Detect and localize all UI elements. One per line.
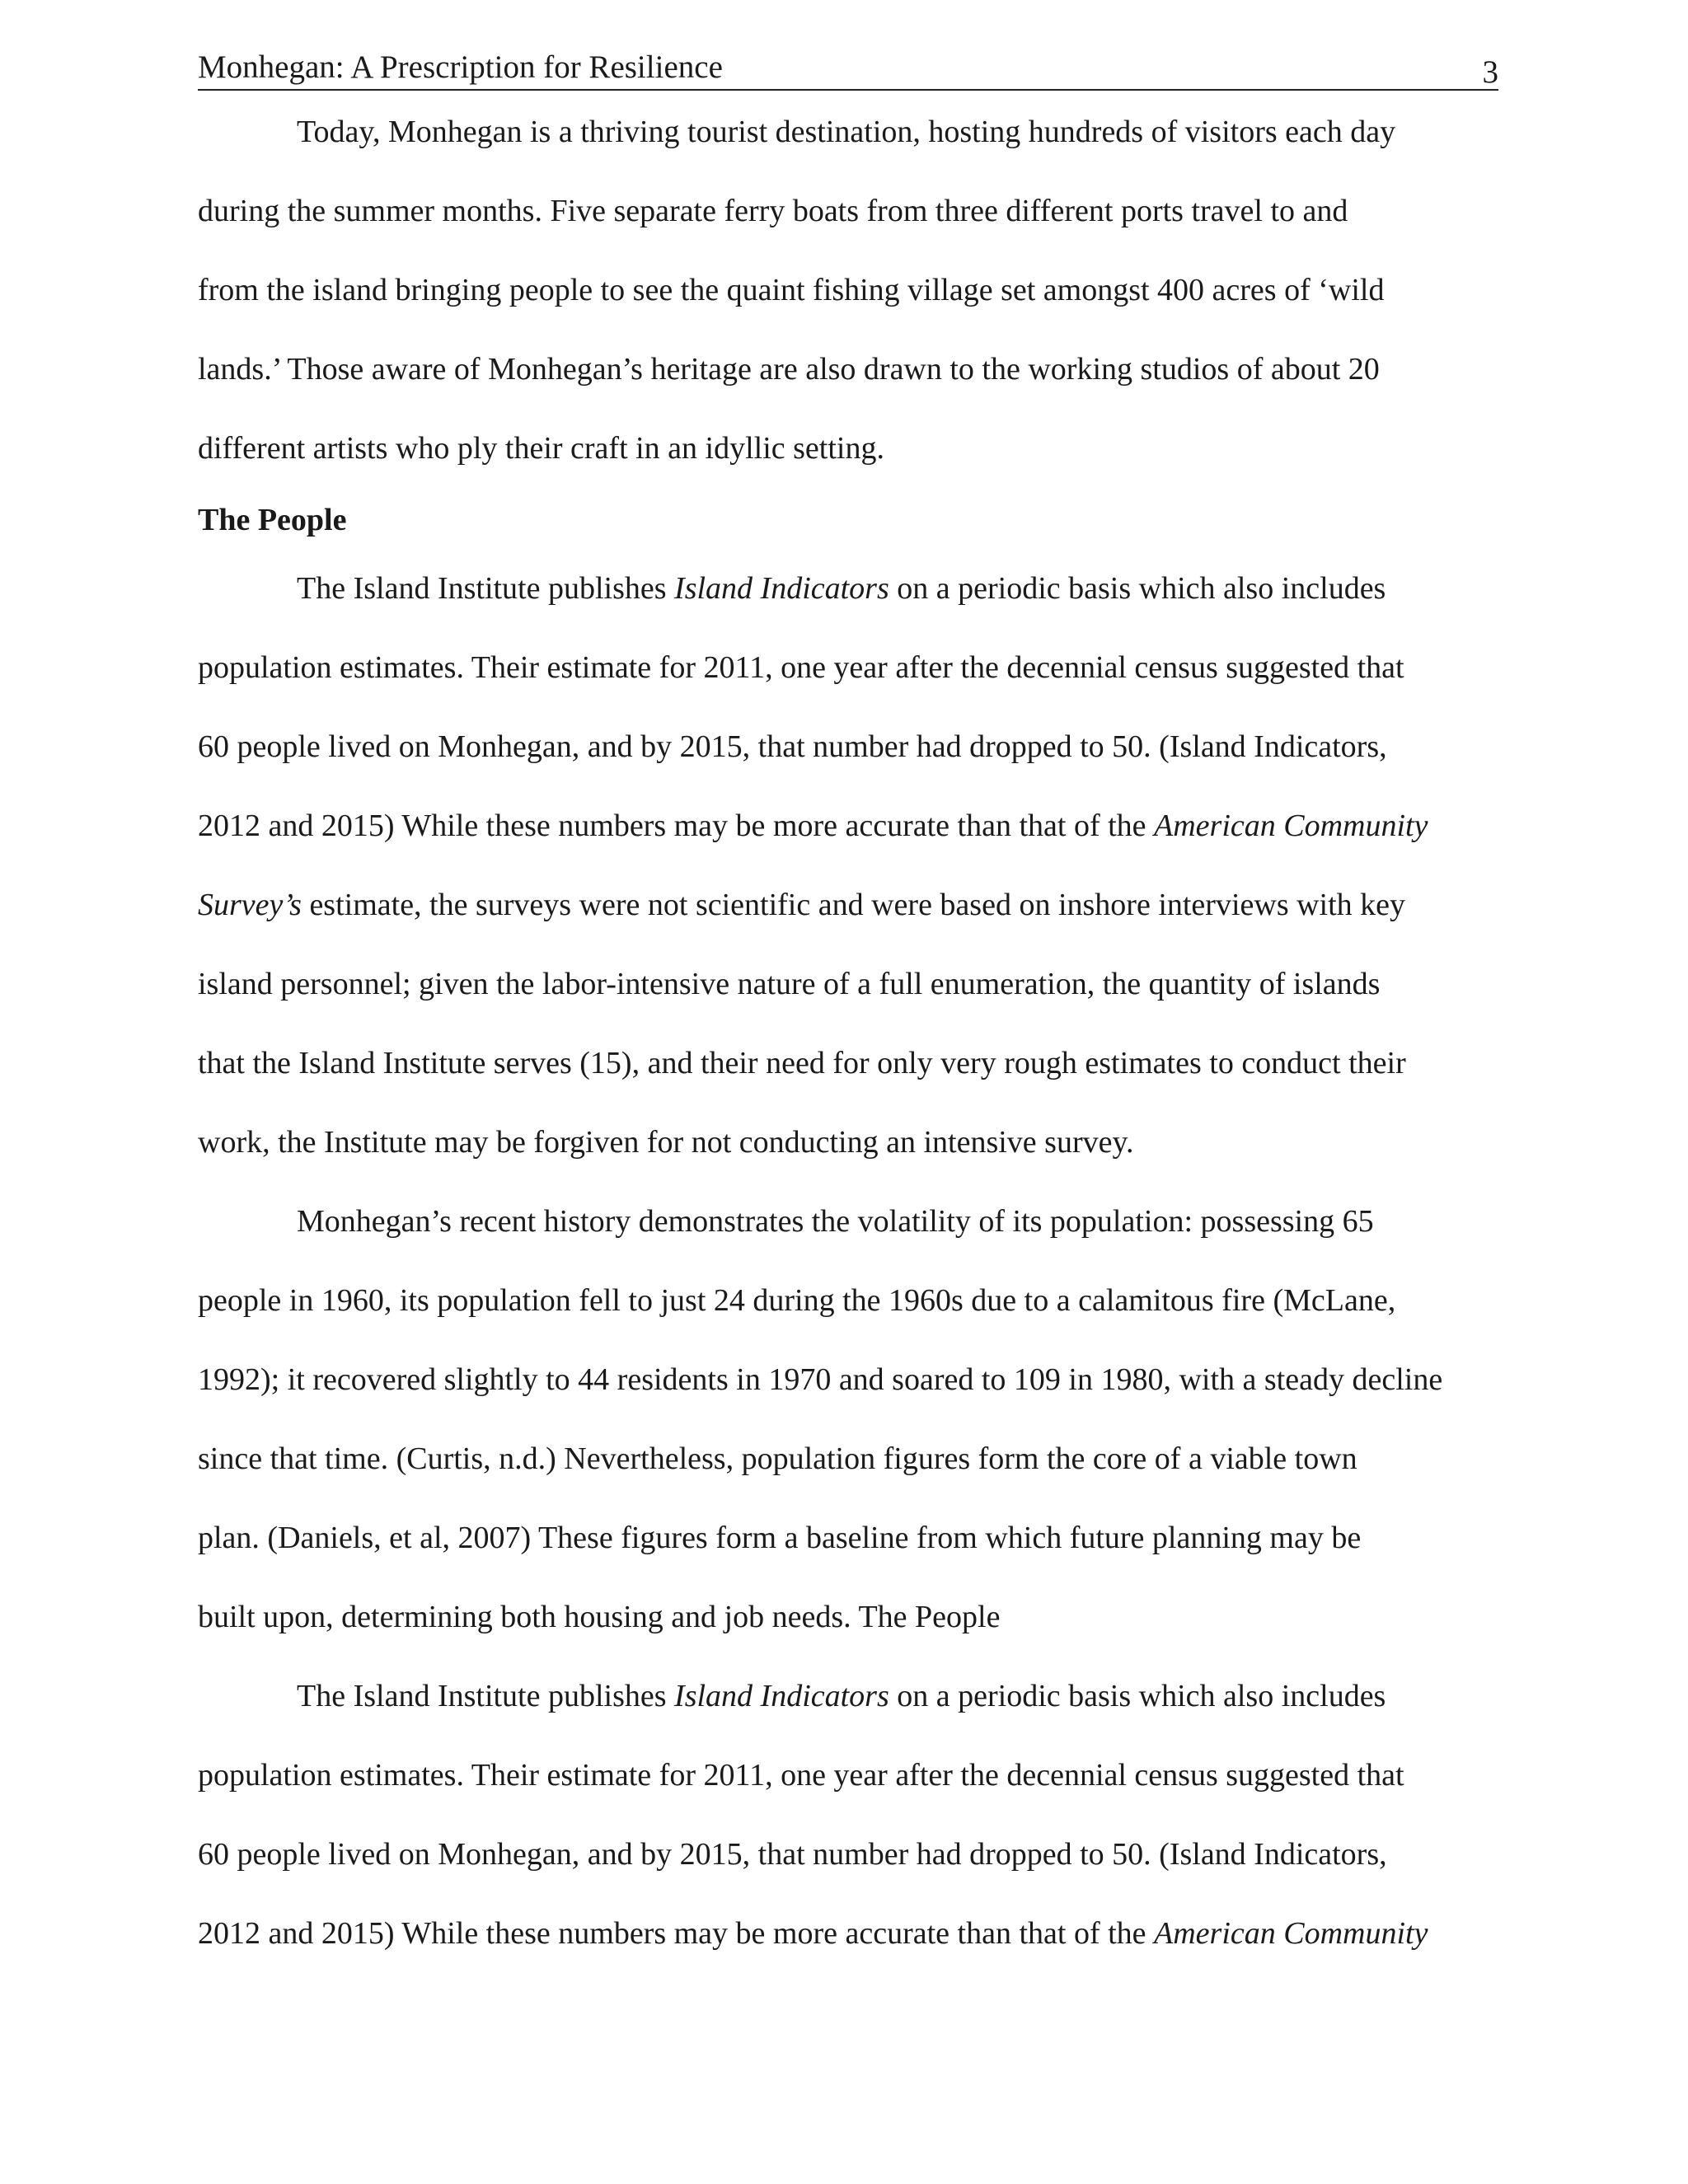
paragraph-island-indicators-repeat (198, 1657, 1498, 1973)
publication-title: American Community (1154, 1916, 1428, 1951)
text-line: work, the Institute may be forgiven for not conducting an intensive survey. (198, 1125, 1134, 1160)
publication-title: Island Indicators (674, 571, 889, 606)
page-number: 3 (1482, 54, 1498, 90)
text-line: during the summer months. Five separate ferry boats from three different ports travel to and (198, 194, 1348, 228)
text-line: Monhegan’s recent history demonstrates the volatility of its population: possessing 65 (297, 1204, 1374, 1239)
paragraph-island-indicators (198, 549, 1498, 1182)
text-line: since that time. (Curtis, n.d.) Nevertheless, population figures form the core of a viable town (198, 1441, 1357, 1476)
publication-title: American Community (1154, 808, 1428, 843)
text-line: 60 people lived on Monhegan, and by 2015, that number had dropped to 50. (Island Indicators, (198, 1837, 1387, 1872)
publication-title: Survey’s (198, 888, 302, 922)
text-run: The Island Institute publishes (297, 571, 675, 606)
text-run: 2012 and 2015) While these numbers may be more accurate than that of the (198, 1916, 1155, 1951)
text-line: population estimates. Their estimate for 2011, one year after the decennial census suggested that (198, 1758, 1404, 1793)
text-line: different artists who ply their craft in an idyllic setting. (198, 431, 884, 466)
text-line: plan. (Daniels, et al, 2007) These figures form a baseline from which future planning may be (198, 1521, 1362, 1555)
paragraph-tourism (198, 92, 1498, 488)
body-text (198, 92, 1498, 1973)
text-line (198, 786, 1498, 865)
text-line (198, 549, 1498, 628)
text-line: people in 1960, its population fell to just 24 during the 1960s due to a calamitous fire (McLane, (198, 1283, 1396, 1318)
header-title: Monhegan: A Prescription for Resilience (198, 49, 723, 85)
text-line: that the Island Institute serves (15), and their need for only very rough estimates to conduct their (198, 1046, 1406, 1080)
text-line: built upon, determining both housing and job needs. The People (198, 1600, 1001, 1634)
text-run: on a periodic basis which also includes (889, 571, 1386, 606)
text-run: estimate, the surveys were not scientific and were based on inshore interviews with key (301, 888, 1406, 922)
text-run: 2012 and 2015) While these numbers may be more accurate than that of the (198, 808, 1155, 843)
text-line: population estimates. Their estimate for 2011, one year after the decennial census suggested that (198, 650, 1404, 685)
text-run: on a periodic basis which also includes (889, 1679, 1386, 1713)
text-line (198, 1657, 1498, 1736)
text-line (198, 1894, 1498, 1973)
text-line: island personnel; given the labor-intensive nature of a full enumeration, the quantity of islands (198, 967, 1381, 1001)
paragraph-population-history (198, 1182, 1498, 1657)
text-line: 1992); it recovered slightly to 44 residents in 1970 and soared to 109 in 1980, with a steady decline (198, 1362, 1443, 1397)
text-line: lands.’ Those aware of Monhegan’s heritage are also drawn to the working studios of about 20 (198, 352, 1380, 387)
text-line: 60 people lived on Monhegan, and by 2015, that number had dropped to 50. (Island Indicators, (198, 729, 1387, 764)
text-line (198, 865, 1498, 944)
running-header (198, 46, 1498, 91)
publication-title: Island Indicators (674, 1679, 889, 1713)
text-line: from the island bringing people to see the quaint fishing village set amongst 400 acres of ‘wild (198, 273, 1385, 307)
section-heading: The People (198, 503, 347, 537)
text-run: The Island Institute publishes (297, 1679, 675, 1713)
text-line: Today, Monhegan is a thriving tourist destination, hosting hundreds of visitors each day (297, 115, 1396, 149)
